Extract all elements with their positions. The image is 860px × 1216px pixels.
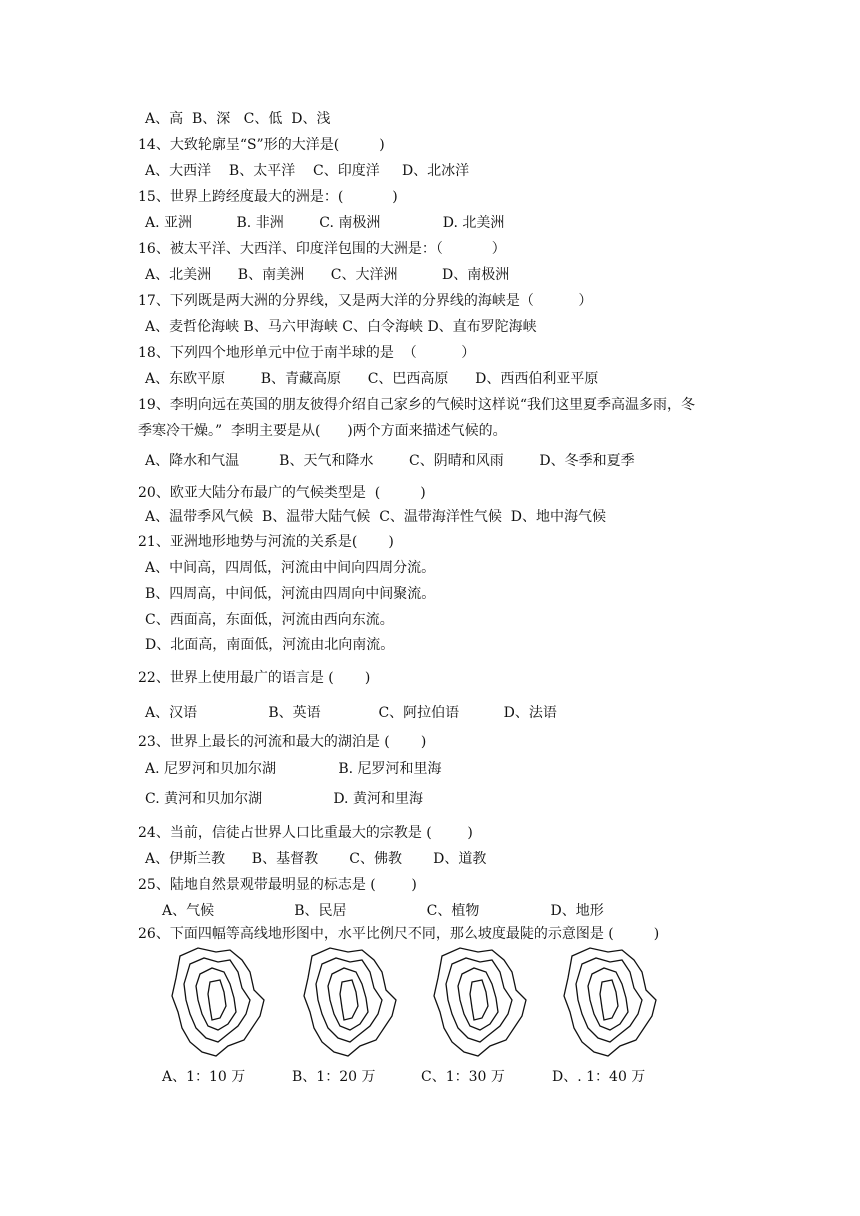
- contour-map-b: [296, 942, 408, 1060]
- q24-question: 24、当前，信徒占世界人口比重最大的宗教是 ( ): [138, 825, 473, 841]
- q21-option-d: D、北面高，南面低，河流由北向南流。: [145, 637, 395, 653]
- q14-question: 14、大致轮廓呈“S”形的大洋是( ): [138, 137, 385, 153]
- contour-lines-graphic: [296, 942, 408, 1060]
- q24-options: A、伊斯兰教 B、基督教 C、佛教 D、道教: [145, 851, 487, 867]
- scale-label-c: C、1：30 万: [421, 1069, 505, 1085]
- q17-question: 17、下列既是两大洲的分界线，又是两大洋的分界线的海峡是（ ）: [138, 293, 593, 309]
- contour-lines-graphic: [164, 942, 276, 1060]
- contour-lines-graphic: [426, 942, 538, 1060]
- q16-question: 16、被太平洋、大西洋、印度洋包围的大洲是：（ ）: [138, 241, 506, 257]
- q20-question: 20、欧亚大陆分布最广的气候类型是 ( ): [138, 485, 426, 501]
- q14-options: A、大西洋 B、太平洋 C、印度洋 D、北冰洋: [145, 163, 470, 179]
- q22-question: 22、世界上使用最广的语言是 ( ): [138, 670, 371, 686]
- q21-option-b: B、四周高，中间低，河流由四周向中间聚流。: [145, 586, 436, 602]
- q22-options: A、汉语 B、英语 C、阿拉伯语 D、法语: [145, 705, 557, 721]
- contour-map-d: [556, 942, 668, 1060]
- q15-options: A. 亚洲 B. 非洲 C. 南极洲 D. 北美洲: [145, 215, 505, 231]
- q19-options: A、降水和气温 B、天气和降水 C、阴晴和风雨 D、冬季和夏季: [145, 453, 635, 469]
- q16-options: A、北美洲 B、南美洲 C、大洋洲 D、南极洲: [145, 267, 510, 283]
- scale-label-b: B、1：20 万: [292, 1069, 376, 1085]
- contour-lines-graphic: [556, 942, 668, 1060]
- q25-question: 25、陆地自然景观带最明显的标志是 ( ): [138, 877, 417, 893]
- q19-question-line2: 季寒冷干燥。” 李明主要是从( )两个方面来描述气候的。: [138, 423, 507, 439]
- q17-options: A、麦哲伦海峡 B、马六甲海峡 C、白令海峡 D、直布罗陀海峡: [145, 319, 537, 335]
- scale-label-d: D、. 1：40 万: [552, 1069, 646, 1085]
- contour-map-c: [426, 942, 538, 1060]
- q18-question: 18、下列四个地形单元中位于南半球的是 （ ）: [138, 345, 476, 361]
- q21-option-a: A、中间高，四周低，河流由中间向四周分流。: [145, 560, 436, 576]
- q26-question: 26、下面四幅等高线地形图中，水平比例尺不同，那么坡度最陡的示意图是 ( ): [138, 926, 660, 942]
- contour-maps: [150, 942, 690, 1060]
- contour-map-a: [164, 942, 276, 1060]
- scale-label-a: A、1：10 万: [162, 1069, 246, 1085]
- q18-options: A、东欧平原 B、青藏高原 C、巴西高原 D、西西伯利亚平原: [145, 371, 599, 387]
- q23-options-row1: A. 尼罗河和贝加尔湖 B. 尼罗河和里海: [145, 761, 442, 777]
- q20-options: A、温带季风气候 B、温带大陆气候 C、温带海洋性气候 D、地中海气候: [145, 509, 607, 525]
- q19-question-line1: 19、李明向远在英国的朋友彼得介绍自己家乡的气候时这样说“我们这里夏季高温多雨，冬: [138, 397, 695, 413]
- q25-options: A、气候 B、民居 C、植物 D、地形: [162, 903, 604, 919]
- q21-option-c: C、西面高，东面低，河流由西向东流。: [145, 612, 394, 628]
- q13-options: A、高 B、深 C、低 D、浅: [145, 111, 331, 127]
- q23-options-row2: C. 黄河和贝加尔湖 D. 黄河和里海: [145, 791, 423, 807]
- q15-question: 15、世界上跨经度最大的洲是：( ): [138, 189, 398, 205]
- q23-question: 23、世界上最长的河流和最大的湖泊是 ( ): [138, 734, 427, 750]
- q21-question: 21、亚洲地形地势与河流的关系是( ): [138, 534, 394, 550]
